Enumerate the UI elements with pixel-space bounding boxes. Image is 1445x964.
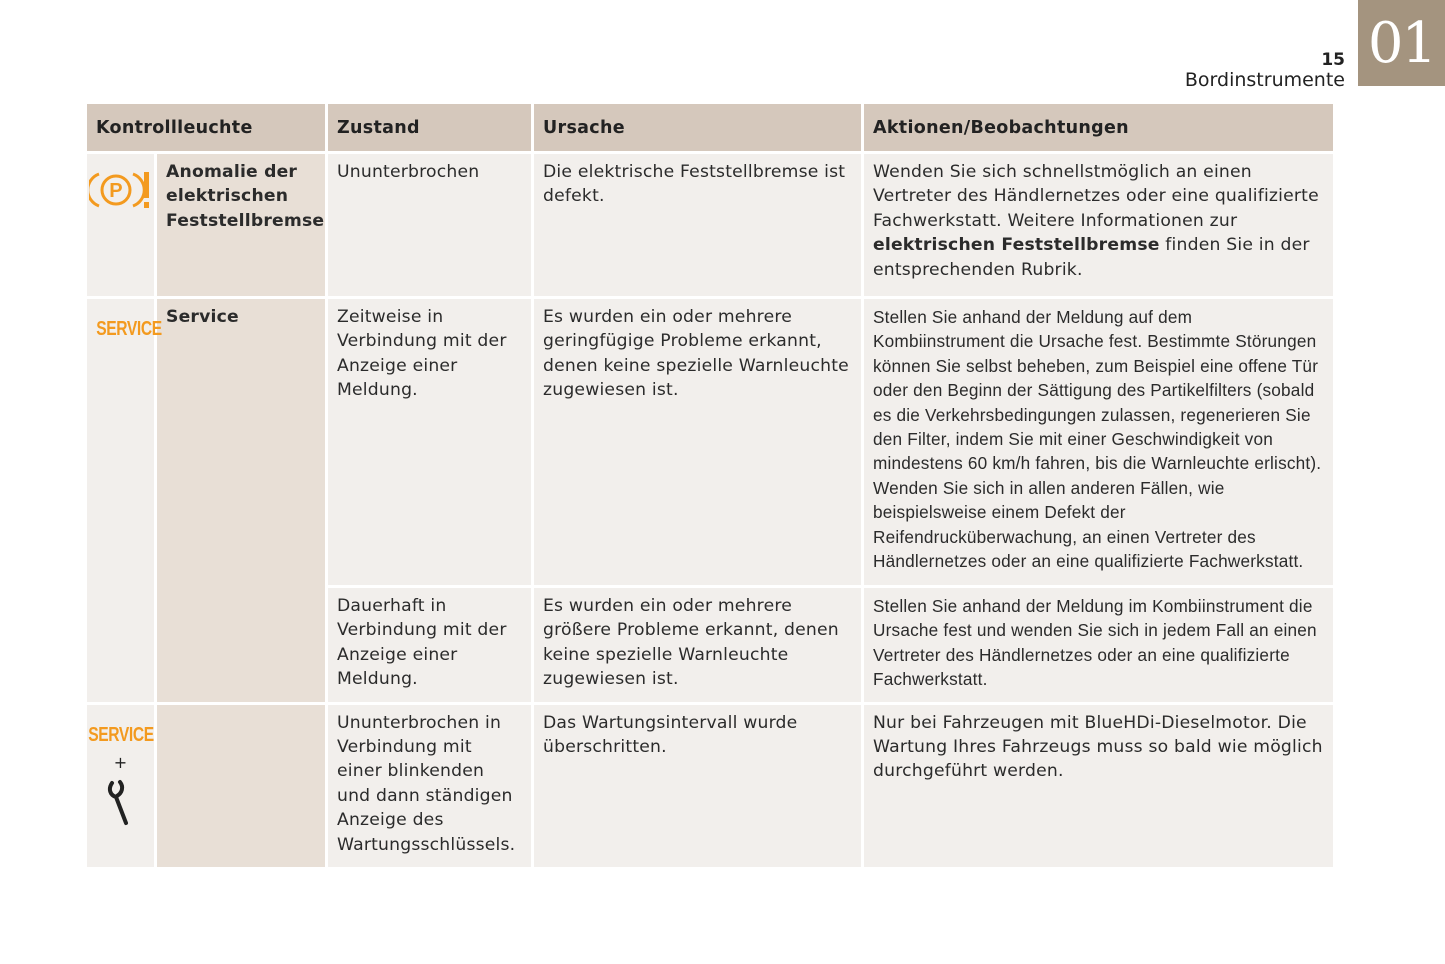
parking-brake-warning-icon (89, 168, 153, 212)
cause-cell: Es wurden ein oder mehrere geringfügige Probleme erkannt, denen keine spezielle Warnleuchte zugewiesen ist. (534, 299, 861, 585)
action-cell: Nur bei Fahrzeugen mit BlueHDi-Dieselmotor. Die Wartung Ihres Fahrzeugs muss so bald wie möglich durchgeführt werden. (864, 705, 1333, 867)
action-text-bold: elektrischen Feststellbremse (873, 235, 1160, 256)
table-row (87, 299, 1333, 585)
plus-sign: + (113, 753, 128, 773)
svg-text:P: P (108, 180, 123, 202)
state-cell: Dauerhaft in Verbindung mit der Anzeige einer Meldung. (328, 588, 531, 702)
state-cell: Zeitweise in Verbindung mit der Anzeige einer Meldung. (328, 299, 531, 585)
state-cell: Ununterbrochen (328, 154, 531, 296)
page-number: 15 (1321, 50, 1345, 70)
chapter-tab (1358, 0, 1445, 86)
warning-name (157, 705, 325, 867)
table-row (87, 154, 1333, 296)
section-title: Bordinstrumente (1184, 69, 1345, 91)
warning-name: Anomalie der elektrischen Feststellbremse (157, 154, 325, 296)
table-header-row (87, 104, 1333, 151)
warning-icon-cell (87, 705, 154, 867)
warning-icon-cell (87, 154, 154, 296)
action-text: Wenden Sie sich schnellstmöglich an einen Vertreter des Händlernetzes oder eine qualifizierte Fachwerkstatt. Weitere Informationen zur (873, 162, 1319, 231)
column-header-zustand: Zustand (328, 104, 531, 151)
service-warning-icon: SERVICE (96, 318, 162, 340)
cause-cell: Es wurden ein oder mehrere größere Probleme erkannt, denen keine spezielle Warnleuchte zugewiesen ist. (534, 588, 861, 702)
chapter-number: 01 (1367, 10, 1436, 76)
column-header-kontrollleuchte: Kontrollleuchte (87, 104, 325, 151)
action-text: finden Sie in der entsprechenden Rubrik. (873, 235, 1310, 280)
cause-cell: Das Wartungsintervall wurde überschritten. (534, 705, 861, 867)
state-cell: Ununterbrochen in Verbindung mit einer blinkenden und dann ständigen Anzeige des Wartungsschlüssels. (328, 705, 531, 867)
action-cell: Stellen Sie anhand der Meldung auf dem Kombiinstrument die Ursache fest. Bestimmte Störungen können Sie selbst beheben, zum Beispiel eine offene Tür oder den Beginn der Sättigung des Partikelfilters (sobald es die Verkehrsbedingungen zulassen, regenerieren Sie den Filter, indem Sie mit einer Geschwindigkeit von mindestens 60 km/h fahren, bis die Warnleuchte erlischt). Wenden Sie sich in allen anderen Fällen, wie beispielsweise einem Defekt der Reifendrucküberwachung, an einen Vertreter des Händlernetzes oder an eine qualifizierte Fachwerkstatt. (864, 299, 1333, 585)
warning-icon-cell (87, 299, 162, 702)
warning-name: Service (157, 299, 325, 702)
action-cell: Stellen Sie anhand der Meldung im Kombiinstrument die Ursache fest und wenden Sie sich in jedem Fall an einen Vertreter des Händlernetzes oder an eine qualifizierte Fachwerkstatt. (864, 588, 1333, 702)
cause-cell: Die elektrische Feststellbremse ist defekt. (534, 154, 861, 296)
service-warning-icon: SERVICE (87, 723, 154, 746)
warning-lights-table (84, 101, 1336, 870)
column-header-ursache: Ursache (534, 104, 861, 151)
table-row (87, 705, 1333, 867)
wrench-icon (106, 779, 136, 827)
action-cell (864, 154, 1333, 296)
column-header-aktionen: Aktionen/Beobachtungen (864, 104, 1333, 151)
